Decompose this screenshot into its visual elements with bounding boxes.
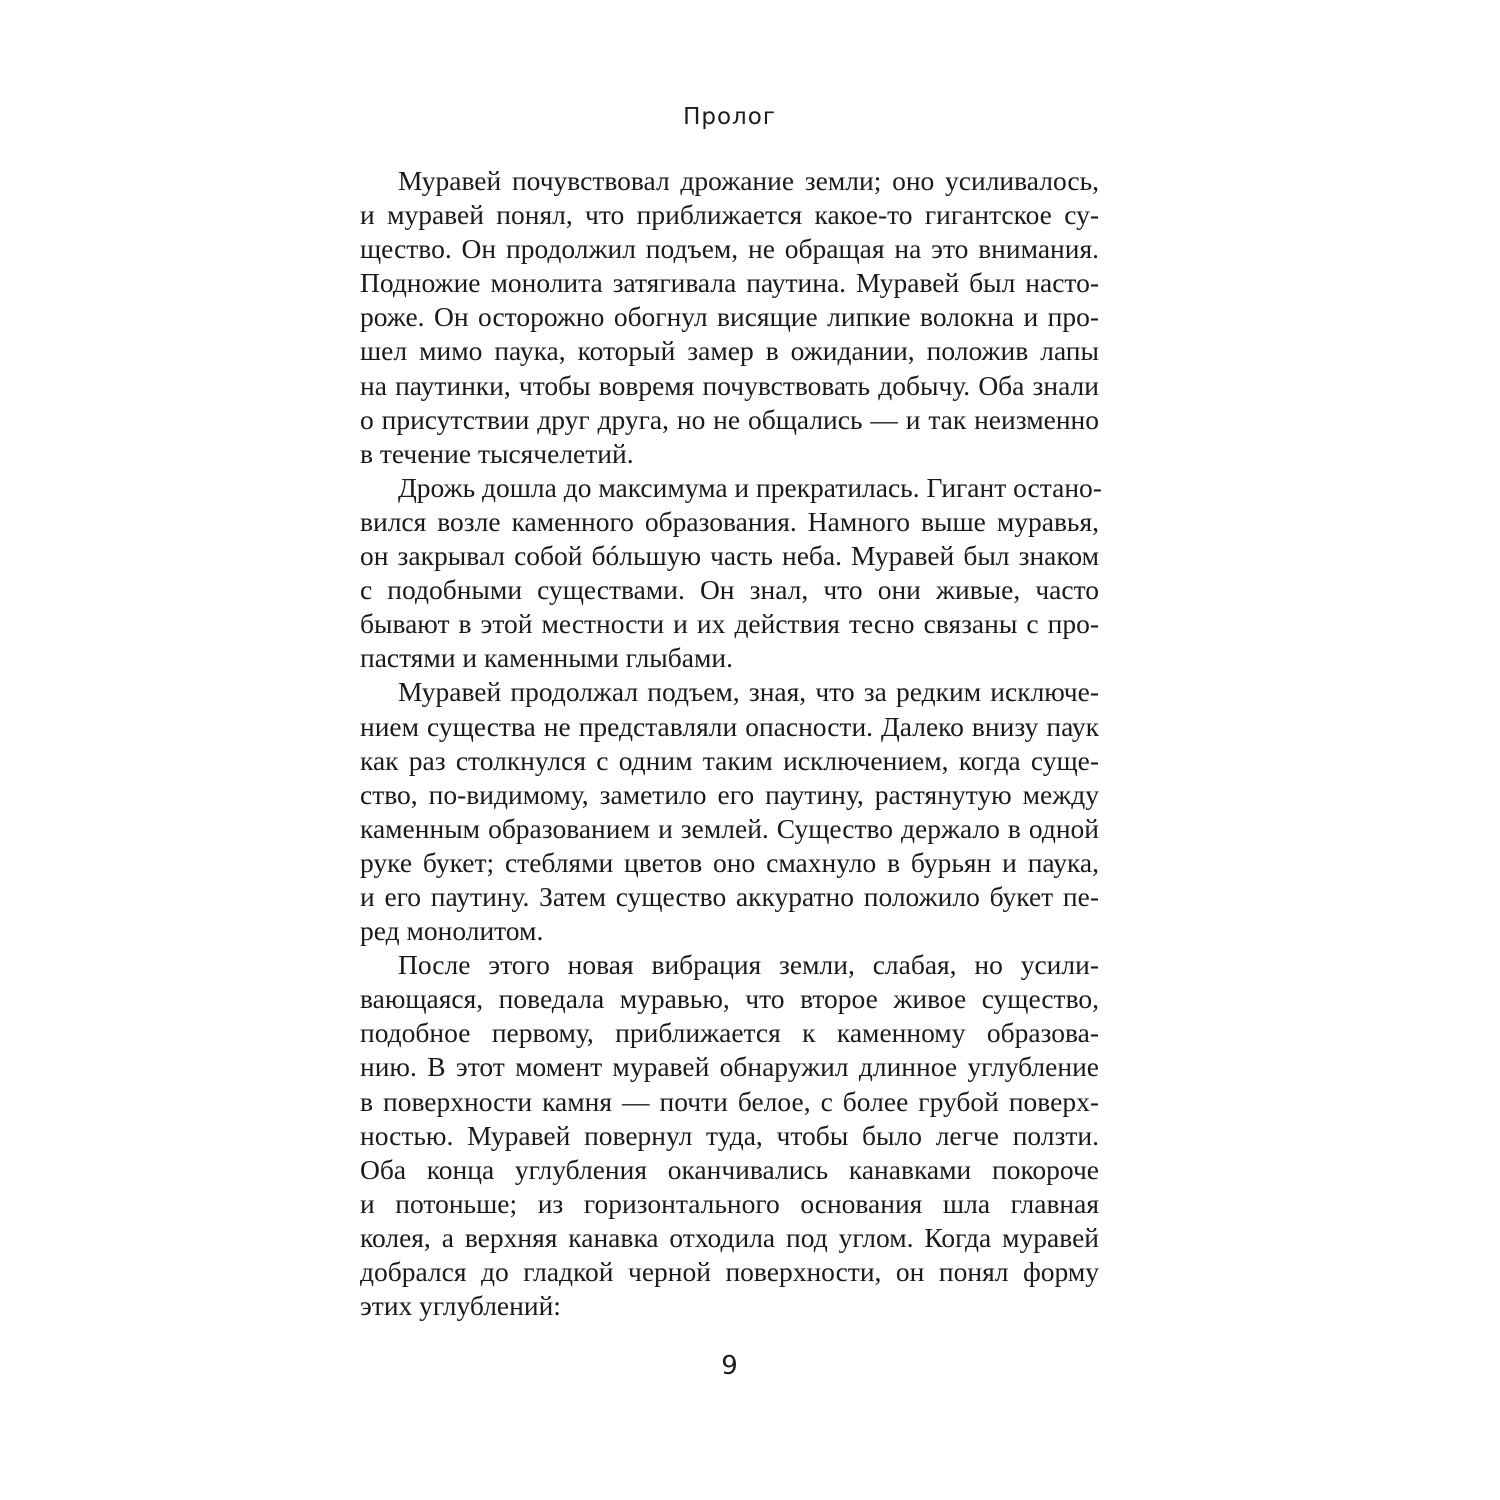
text-line: и муравей понял, что приближается какое-то гигантское су- [360, 199, 1099, 231]
text-line: шел мимо паука, который замер в ожидании, положив лапы [360, 335, 1099, 367]
text-line: и его паутину. Затем существо аккуратно положило букет пе- [360, 880, 1099, 912]
text-line: этих углублений: [360, 1290, 561, 1322]
text-line: добрался до гладкой черной поверхности, он понял форму [360, 1256, 1099, 1287]
paragraph-3 [360, 675, 1099, 948]
text-line: руке букет; стеблями цветов оно смахнуло в бурьян и паука, [360, 846, 1099, 878]
text-line: щество. Он продолжил подъем, не обращая на это внимания. [360, 233, 1099, 265]
paragraph-4 [360, 948, 1099, 1323]
text-line: и потоньше; из горизонтального основания шла главная [360, 1187, 1099, 1219]
body-text [360, 164, 1102, 1323]
text-line: в течение тысячелетий. [360, 437, 634, 469]
text-line: о присутствии друг друга, но не общались — и так неизменно [360, 403, 1099, 435]
book-page [360, 0, 1102, 1500]
paragraph-1 [360, 164, 1099, 471]
text-line: Муравей продолжал подъем, зная, что за редким исключе- [398, 676, 1099, 708]
text-line: Подножие монолита затягивала паутина. Муравей был насто- [360, 267, 1099, 299]
text-line: Оба конца углубления оканчивались канавками покороче [360, 1153, 1099, 1185]
text-line: Дрожь дошла до максимума и прекратилась. Гигант остано- [398, 471, 1102, 503]
paragraph-2 [360, 471, 1102, 676]
text-line: как раз столкнулся с одним таким исключением, когда суще- [360, 744, 1099, 776]
text-line: нием существа не представляли опасности. Далеко внизу паук [360, 710, 1099, 742]
text-line: бывают в этой местности и их действия тесно связаны с про- [360, 608, 1099, 640]
running-head: Пролог [683, 104, 776, 130]
text-line: каменным образованием и землей. Существо держало в одной [360, 812, 1099, 844]
text-line: вился возле каменного образования. Намного выше муравья, [360, 505, 1099, 537]
text-line: роже. Он осторожно обогнул висящие липкие волокна и про- [360, 301, 1099, 333]
text-line: ностью. Муравей повернул туда, чтобы было легче ползти. [360, 1119, 1099, 1151]
text-line: с подобными существами. Он знал, что они живые, часто [360, 574, 1099, 606]
text-line: в поверхности камня — почти белое, с более грубой поверх- [360, 1085, 1099, 1117]
text-line: ред монолитом. [360, 915, 544, 947]
text-line: подобное первому, приближается к каменному образова- [360, 1017, 1099, 1049]
text-line: нию. В этот момент муравей обнаружил длинное углубление [360, 1051, 1099, 1083]
text-line: После этого новая вибрация земли, слабая, но усили- [398, 949, 1099, 981]
text-line: он закрывал собой бóльшую часть неба. Муравей был знаком [360, 540, 1099, 572]
text-line: пастями и каменными глыбами. [360, 642, 733, 674]
text-line: ство, по-видимому, заметило его паутину, растянутую между [360, 778, 1099, 810]
text-line: вающаяся, поведала муравью, что второе живое существо, [360, 983, 1099, 1015]
text-line: на паутинки, чтобы вовремя почувствовать добычу. Оба знали [360, 369, 1099, 401]
page-number: 9 [721, 1351, 738, 1381]
text-line: колея, а верхняя канавка отходила под углом. Когда муравей [360, 1221, 1099, 1253]
text-line: Муравей почувствовал дрожание земли; оно усиливалось, [398, 165, 1099, 196]
